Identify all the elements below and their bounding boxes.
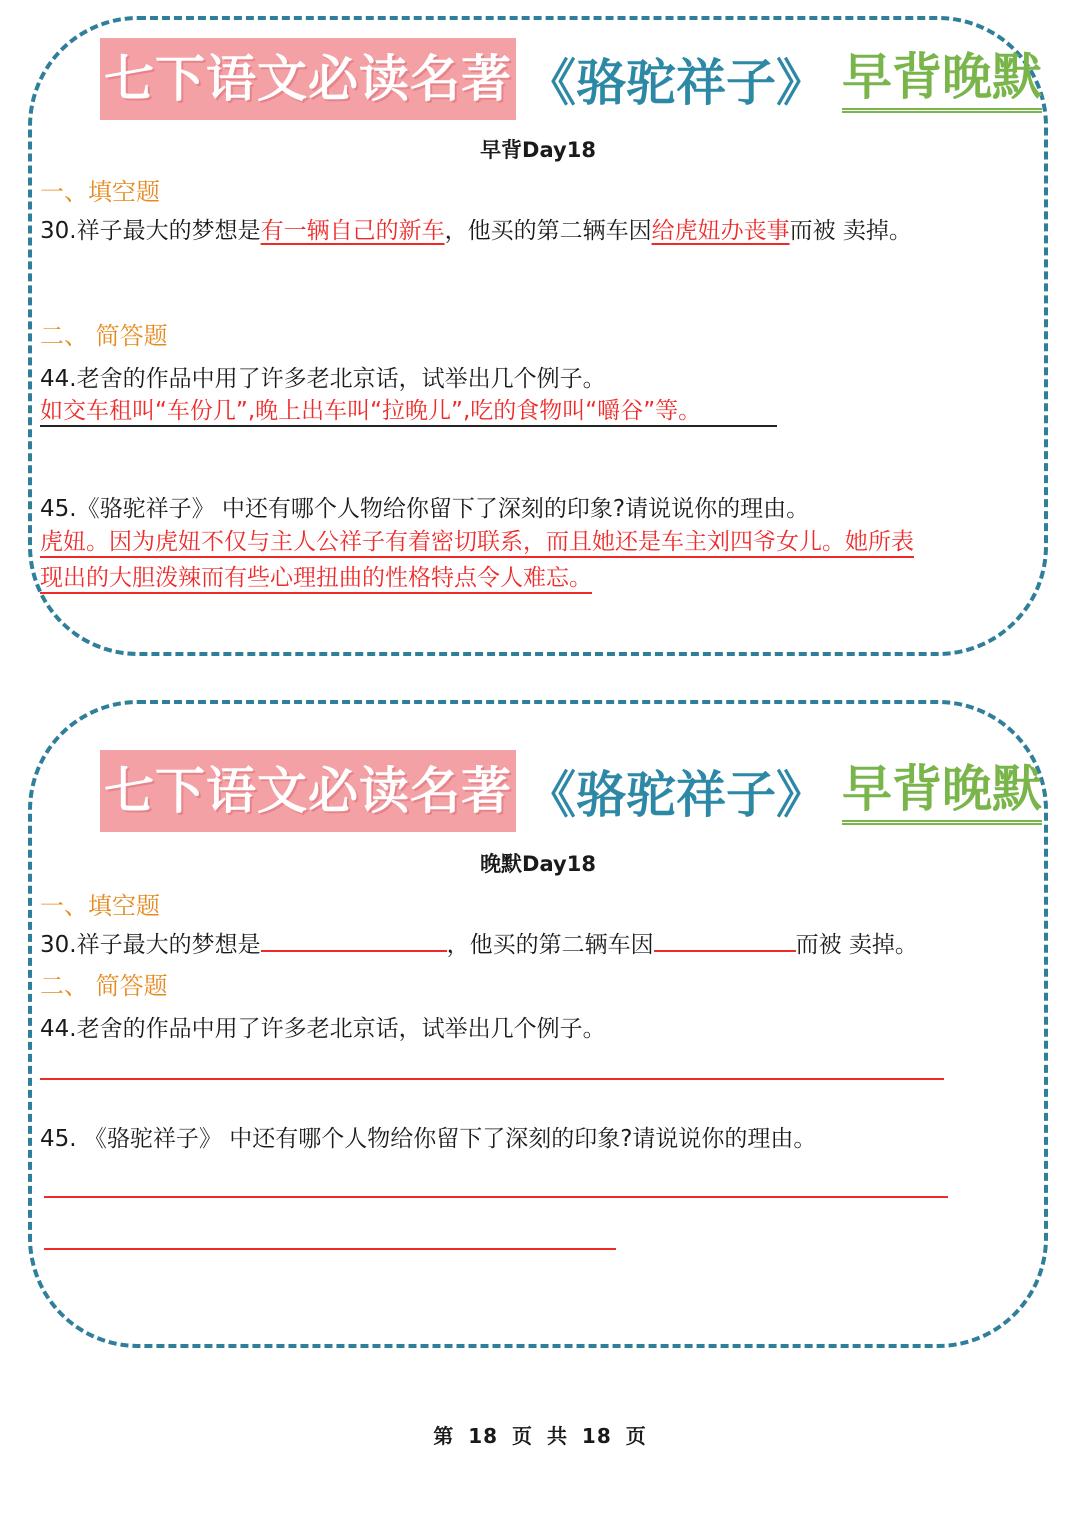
morning-day-label: 早背Day18 — [480, 138, 596, 162]
evening-title — [100, 750, 1042, 832]
morning-title — [100, 38, 1042, 120]
title-tag: 早背晚默 — [842, 758, 1042, 825]
page-footer: 第 18 页 共 18 页 — [433, 1424, 647, 1448]
q30-answer-1: 有一辆自己的新车 — [260, 218, 445, 244]
q30-suffix: 而被 卖掉。 — [789, 218, 912, 244]
answer-45-line2-text: 现出的大胆泼辣而有些心理扭曲的性格特点令人难忘。 — [40, 559, 592, 594]
morning-answer-45-line2 — [40, 559, 592, 594]
q30-mid: ，他买的第二辆车因 — [446, 932, 654, 958]
q30-prefix: 30.祥子最大的梦想是 — [40, 218, 261, 244]
evening-section-fill-blank: 一、填空题 — [40, 892, 160, 920]
answer-45-line1-text: 虎妞。因为虎妞不仅与主人公祥子有着密切联系，而且她还是车主刘四爷女儿。她所表 — [40, 523, 914, 558]
evening-question-44: 44.老舍的作品中用了许多老北京话，试举出几个例子。 — [40, 1016, 606, 1042]
morning-card — [28, 16, 1048, 656]
evening-day-label: 晚默Day18 — [480, 852, 596, 876]
answer-45-line-2[interactable] — [44, 1248, 616, 1250]
evening-card — [28, 700, 1048, 1348]
morning-section-fill-blank: 一、填空题 — [40, 178, 160, 206]
q30-answer-2: 给虎妞办丧事 — [651, 218, 790, 244]
title-book: 《骆驼祥子》 — [526, 766, 826, 824]
title-tag: 早背晚默 — [842, 46, 1042, 113]
evening-question-45: 45. 《骆驼祥子》 中还有哪个人物给你留下了深刻的印象?请说说你的理由。 — [40, 1126, 817, 1152]
q30-blank-1[interactable] — [261, 928, 447, 952]
answer-44-line[interactable] — [40, 1078, 944, 1080]
title-highlight: 七下语文必读名著 — [100, 750, 516, 832]
morning-answer-45-line1 — [40, 523, 914, 558]
answer-44-text: 如交车租叫“车份几”,晚上出车叫“拉晚儿”,吃的食物叫“嚼谷”等。 — [40, 392, 777, 427]
answer-45-line-1[interactable] — [44, 1196, 948, 1198]
morning-question-44: 44.老舍的作品中用了许多老北京话，试举出几个例子。 — [40, 366, 606, 392]
morning-question-45: 45.《骆驼祥子》 中还有哪个人物给你留下了深刻的印象?请说说你的理由。 — [40, 496, 810, 522]
title-book: 《骆驼祥子》 — [526, 54, 826, 112]
q30-blank-2[interactable] — [654, 928, 796, 952]
q30-mid: ，他买的第二辆车因 — [444, 218, 652, 244]
title-highlight: 七下语文必读名著 — [100, 38, 516, 120]
q30-prefix: 30.祥子最大的梦想是 — [40, 932, 261, 958]
q30-suffix: 而被 卖掉。 — [795, 932, 918, 958]
morning-question-30 — [40, 212, 912, 245]
evening-question-30 — [40, 926, 918, 959]
morning-section-short-answer: 二、 简答题 — [40, 322, 168, 350]
morning-answer-44 — [40, 392, 777, 427]
evening-section-short-answer: 二、 简答题 — [40, 972, 168, 1000]
